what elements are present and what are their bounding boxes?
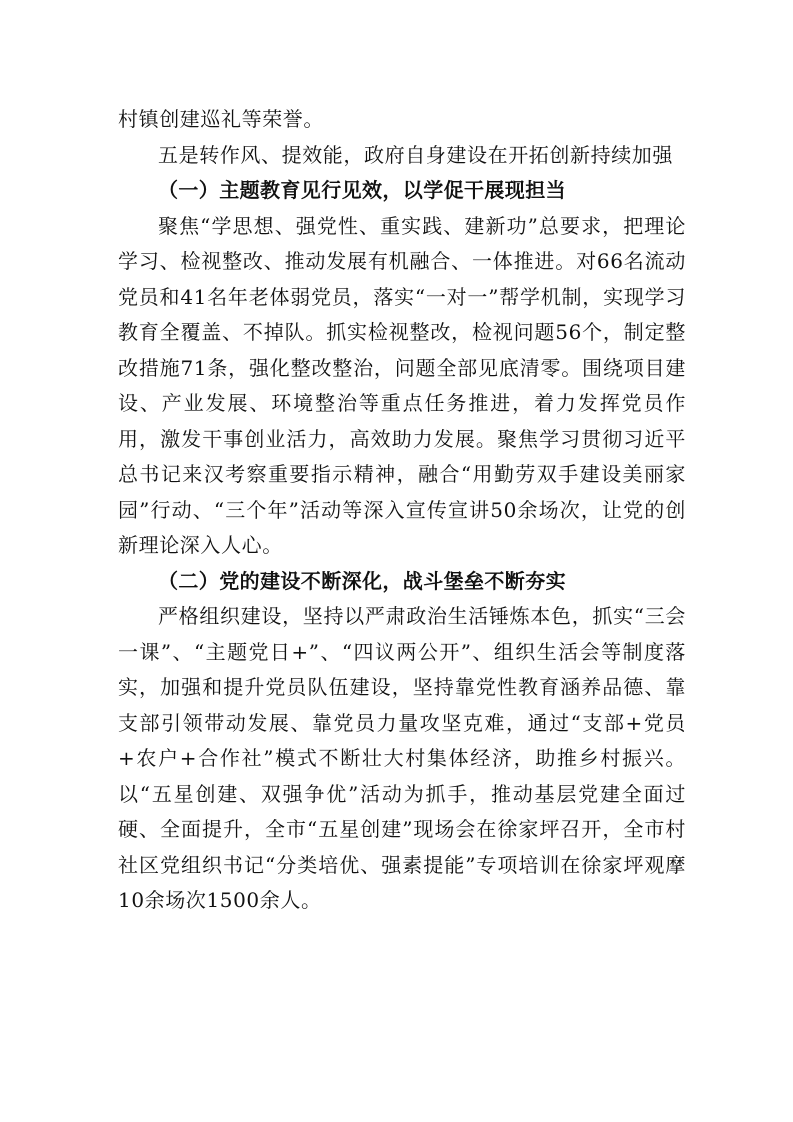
document-body xyxy=(118,102,686,919)
paragraph-party-building: 严格组织建设，坚持以严肃政治生活锤炼本色，抓实“三会一课”、“主题党日+”、“四议两公开”、组织生活会等制度落实，加强和提升党员队伍建设，坚持靠党性教育涵养品德、靠支部引领带动发展、靠党员力量攻坚克难，通过“支部+党员+农户+合作社”模式不断壮大村集体经济，助推乡村振兴。以“五星创建、双强争优”活动为抓手，推动基层党建全面过硬、全面提升，全市“五星创建”现场会在徐家坪召开，全市村社区党组织书记“分类培优、强素提能”专项培训在徐家坪观摩10余场次1500余人。 xyxy=(118,604,686,912)
section-heading-2: （二）党的建设不断深化，战斗堡垒不断夯实 xyxy=(158,568,566,593)
section-heading-1: （一）主题教育见行见效，以学促干展现担当 xyxy=(158,178,566,202)
paragraph-government-style: 五是转作风、提效能，政府自身建设在开拓创新持续加强 xyxy=(158,142,673,167)
paragraph-theme-education: 聚焦“学思想、强党性、重实践、建新功”总要求，把理论学习、检视整改、推动发展有机融合、一体推进。对66名流动党员和41名年老体弱党员，落实“一对一”帮学机制，实现学习教育全覆盖、不掉队。抓实检视整改，检视问题56个，制定整改措施71条，强化整改整治，问题全部见底清零。围绕项目建设、产业发展、环境整治等重点任务推进，着力发挥党员作用，激发干事创业活力，高效助力发展。聚焦学习贯彻习近平总书记来汉考察重要指示精神，融合“用勤劳双手建设美丽家园”行动、“三个年”活动等深入宣传宣讲50余场次，让党的创新理论深入人心。 xyxy=(118,213,686,557)
paragraph-honors-ending: 村镇创建巡礼等荣誉。 xyxy=(118,107,324,131)
